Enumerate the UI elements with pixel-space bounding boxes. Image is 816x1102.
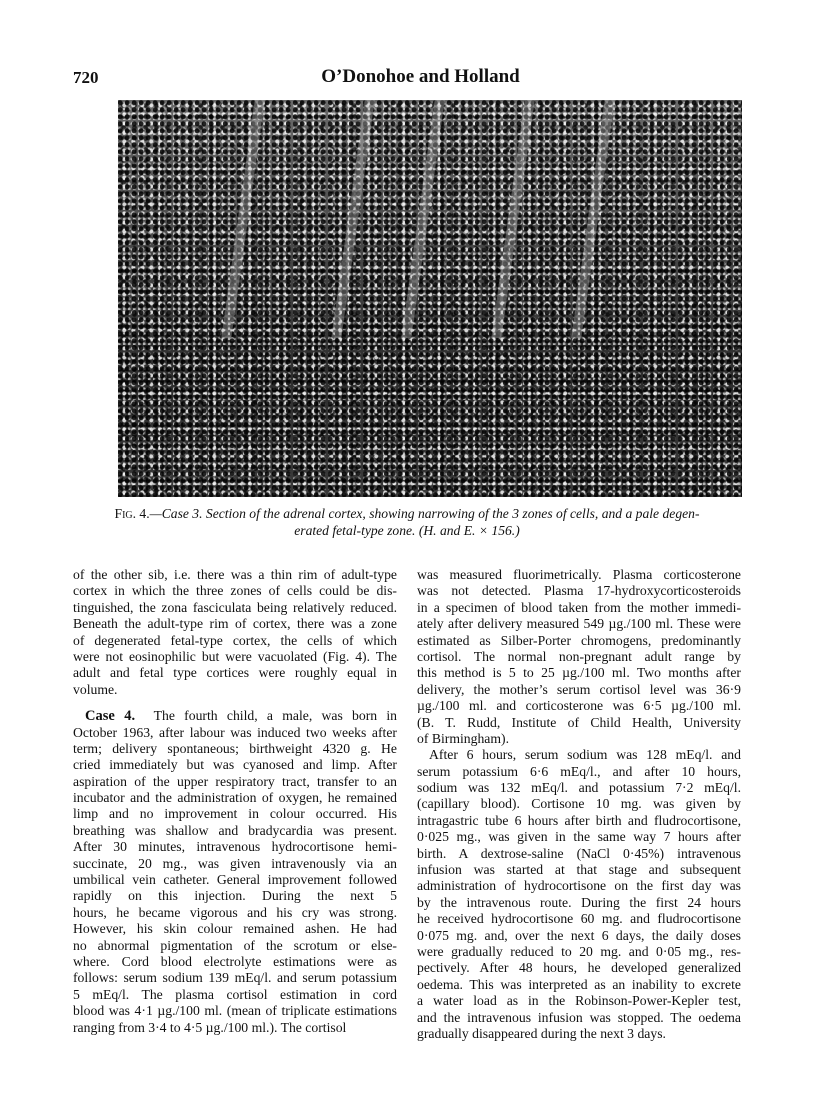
paragraph	[73, 725, 397, 1036]
text-line: in a specimen of blood taken from the mother immedi-	[417, 599, 741, 615]
text-line: infusion was started at that stage and subsequent	[417, 862, 741, 878]
case-heading: Case 4.	[85, 708, 136, 725]
text-line: was not detected. Plasma 17-hydroxycorticosteroids	[417, 583, 741, 599]
text-line: ately after delivery measured 549 µg./100 ml. These were	[417, 616, 741, 632]
text-line: pectively. After 48 hours, he developed generalized	[417, 960, 741, 976]
text-line: estimated as Silber-Porter chromogens, predominantly	[417, 632, 741, 648]
text-line: volume.	[73, 681, 118, 697]
left-column	[73, 567, 397, 1036]
text-line: of degenerated fetal-type cortex, the cells of which	[73, 632, 397, 648]
text-span: The fourth child, a male, was born in	[153, 708, 398, 724]
text-line: by the intravenous route. During the first 24 hours	[417, 894, 741, 910]
text-line: October 1963, after labour was induced two weeks after	[73, 724, 397, 740]
text-line: After 30 minutes, intravenous hydrocortisone hemi-	[73, 839, 397, 855]
text-line: rapidly on this injection. During the next 5	[73, 888, 397, 904]
text-line: However, his skin colour remained ashen. He had	[73, 921, 397, 937]
figure-caption	[73, 505, 741, 539]
text-line: birth. A dextrose-saline (NaCl 0·45%) intravenous	[417, 845, 741, 861]
text-line: Beneath the adult-type rim of cortex, there was a zone	[73, 616, 397, 632]
micrograph-figure	[118, 100, 742, 497]
text-line: delivery, the mother’s serum cortisol level was 36·9	[417, 681, 741, 697]
text-line: of the other sib, i.e. there was a thin rim of adult-type	[73, 567, 397, 582]
text-line: aspiration of the upper respiratory tract, transfer to an	[73, 773, 397, 789]
text-line: umbilical vein catheter. General improvement followed	[73, 872, 397, 888]
text-line: was measured fluorimetrically. Plasma corticosterone	[417, 567, 741, 582]
text-line: term; delivery spontaneous; birthweight 4320 g. He	[73, 740, 397, 756]
text-line: and the intravenous infusion was stopped. The oedema	[417, 1009, 741, 1025]
running-title: O’Donohoe and Holland	[321, 66, 520, 87]
text-line: µg./100 ml. and corticosterone was 6·5 µg./100 ml.	[417, 698, 741, 714]
figure-label: Fig. 4.	[114, 506, 150, 521]
page-number: 720	[73, 68, 99, 87]
caption-line: —Case 3. Section of the adrenal cortex, showing narrowing of the 3 zones of cells, and a pale degen-	[149, 506, 700, 521]
text-line: sodium was 132 mEq/l. and potassium 7·2 mEq/l.	[417, 780, 741, 796]
text-line: oedema. This was interpreted as an inability to excrete	[417, 976, 741, 992]
text-line: ranging from 3·4 to 4·5 µg./100 ml.). The cortisol	[73, 1019, 347, 1035]
paragraph	[417, 747, 741, 1042]
text-line: no abnormal pigmentation of the scrotum or else-	[73, 937, 397, 953]
text-line: (B. T. Rudd, Institute of Child Health, University	[417, 714, 741, 730]
text-line: were not eosinophilic but were vacuolated (Fig. 4). The	[73, 648, 397, 664]
text-line: 0·075 mg. and, over the next 6 days, the daily doses	[417, 927, 741, 943]
text-line	[73, 708, 397, 724]
text-line: a water load as in the Robinson-Power-Kepler test,	[417, 993, 741, 1009]
text-line: cortex in which the three zones of cells could be dis-	[73, 583, 397, 599]
text-line: cried immediately but was cyanosed and limp. After	[73, 757, 397, 773]
text-line: intragastric tube 6 hours after birth and fludrocortisone,	[417, 812, 741, 828]
text-line: of Birmingham).	[417, 730, 509, 746]
text-line: limp and no improvement in colour occurred. His	[73, 806, 397, 822]
text-line: 0·025 mg., was given in the same way 7 hours after	[417, 829, 741, 845]
paragraph	[73, 567, 397, 698]
text-line: tinguished, the zona fasciculata being relatively reduced.	[73, 599, 397, 615]
text-line: succinate, 20 mg., was given intravenously via an	[73, 855, 397, 871]
text-line: After 6 hours, serum sodium was 128 mEq/l. and	[429, 747, 741, 763]
text-line: blood was 4·1 µg./100 ml. (mean of triplicate estimations	[73, 1003, 397, 1019]
text-line: incubator and the administration of oxygen, he remained	[73, 790, 397, 806]
text-line: hours, he became vigorous and his cry was strong.	[73, 904, 397, 920]
right-column	[417, 567, 741, 1042]
text-line: breathing was shallow and bradycardia was present.	[73, 822, 397, 838]
text-line: cortisol. The normal non-pregnant adult range by	[417, 648, 741, 664]
text-line: (capillary blood). Cortisone 10 mg. was given by	[417, 796, 741, 812]
text-line: where. Cord blood electrolyte estimations were as	[73, 953, 397, 969]
text-line: this method is 5 to 25 µg./100 ml. Two months after	[417, 665, 741, 681]
text-line: he received hydrocortisone 60 mg. and fludrocortisone	[417, 911, 741, 927]
text-line: 5 mEq/l. The plasma cortisol estimation in cord	[73, 986, 397, 1002]
text-line: adult and fetal type cortices were roughly equal in	[73, 665, 397, 681]
paragraph	[417, 567, 741, 747]
text-line: follows: serum sodium 139 mEq/l. and serum potassium	[73, 970, 397, 986]
caption-line: erated fetal-type zone. (H. and E. × 156.)	[294, 523, 520, 538]
text-line: serum potassium 6·6 mEq/l., and after 10 hours,	[417, 763, 741, 779]
text-line: gradually disappeared during the next 3 days.	[417, 1025, 666, 1041]
text-line: were gradually reduced to 20 mg. and 0·05 mg., res-	[417, 943, 741, 959]
text-line: administration of hydrocortisone on the first day was	[417, 878, 741, 894]
